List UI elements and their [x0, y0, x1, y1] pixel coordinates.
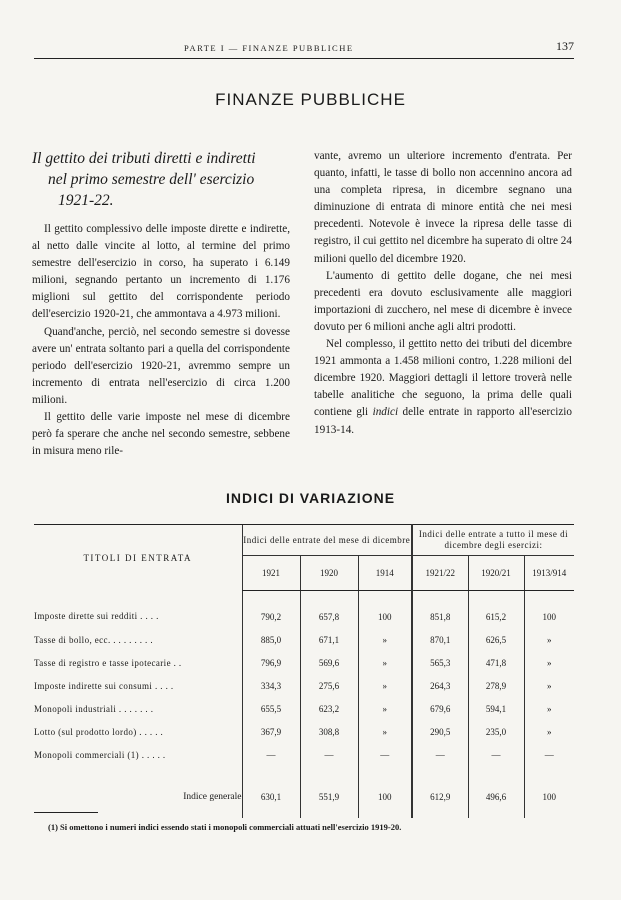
cell: »	[358, 651, 412, 674]
row-label: Imposte indirette sui consumi . . . .	[34, 680, 174, 691]
italic-word: indici	[372, 406, 399, 419]
cell: —	[412, 743, 468, 766]
row-header: TITOLI DI ENTRATA	[34, 525, 242, 591]
cell: 264,3	[412, 674, 468, 697]
table-row	[34, 628, 574, 651]
cell: »	[524, 651, 574, 674]
table-row	[34, 697, 574, 720]
year-header: 1914	[358, 556, 412, 591]
page-number: 137	[556, 39, 574, 53]
cell: 334,3	[242, 674, 300, 697]
article-title-line-1: Il gettito dei tributi diretti e indiretti	[32, 150, 256, 167]
cell: »	[524, 697, 574, 720]
cell: »	[358, 628, 412, 651]
paragraph: Il gettito complessivo delle imposte dirette e indirette, al netto dalle vincite al lotto, al termine del primo semestre dell'esercizio in corso, ha superato i 6.149 milioni, segnando pertanto un incremento di 1.176 miglioni sul gettito del corrispondente periodo dell'esercizio 1920-21, che ammontava a 4.973 milioni.	[32, 223, 290, 321]
cell: —	[358, 743, 412, 766]
cell: »	[524, 674, 574, 697]
group-header-cumulative: Indici delle entrate a tutto il mese di dicembre degli esercizi:	[412, 525, 574, 556]
index-table	[34, 524, 574, 818]
cell: 657,8	[300, 591, 358, 629]
paragraph: Quand'anche, perciò, nel secondo semestre si dovesse avere un' entrata soltanto pari a quella del corrispondente periodo dell'esercizio 1920-21, avremmo sempre un incremento di entrata nell'esercizio di circa 1.200 milioni.	[32, 325, 290, 406]
cell: 679,6	[412, 697, 468, 720]
table-row	[34, 651, 574, 674]
section-title: FINANZE PUBBLICHE	[215, 90, 406, 109]
cell: 278,9	[468, 674, 524, 697]
table-row	[34, 743, 574, 766]
year-header: 1920	[300, 556, 358, 591]
year-header: 1920/21	[468, 556, 524, 591]
cell: 290,5	[412, 720, 468, 743]
cell: 275,6	[300, 674, 358, 697]
cell: 100	[358, 591, 412, 629]
cell: 100	[524, 591, 574, 629]
article-title-line-2: nel primo semestre dell' esercizio	[48, 171, 255, 188]
cell: —	[242, 743, 300, 766]
table-row	[34, 591, 574, 629]
cell: 870,1	[412, 628, 468, 651]
footnote: (1) Si omettono i numeri indici essendo stati i monopoli commerciali attuati nell'esercizio 1919-20.	[48, 822, 402, 832]
group-header-month: Indici delle entrate del mese di dicembre	[242, 525, 412, 556]
cell: 594,1	[468, 697, 524, 720]
cell: 796,9	[242, 651, 300, 674]
running-header	[34, 30, 574, 59]
row-label: Imposte dirette sui redditi . . . .	[34, 611, 159, 622]
cell: 623,2	[300, 697, 358, 720]
footnote-rule	[34, 812, 98, 813]
cell: »	[358, 697, 412, 720]
cell: 569,6	[300, 651, 358, 674]
cell: 551,9	[300, 766, 358, 818]
row-label: Lotto (sul prodotto lordo) . . . . .	[34, 726, 164, 737]
cell: 565,3	[412, 651, 468, 674]
cell: —	[468, 743, 524, 766]
table-title: INDICI DI VARIAZIONE	[225, 490, 396, 506]
cell: 630,1	[242, 766, 300, 818]
cell: »	[524, 720, 574, 743]
right-column	[314, 148, 572, 439]
cell: 235,0	[468, 720, 524, 743]
total-label: Indice generale	[183, 792, 242, 802]
cell: »	[524, 628, 574, 651]
cell: 367,9	[242, 720, 300, 743]
paragraph	[314, 336, 572, 439]
year-header: 1921	[242, 556, 300, 591]
paragraph-text: Nel complesso, il gettito netto dei tributi del dicembre 1921 ammonta a 1.458 milioni contro, 1.228 milioni del dicembre 1920. Maggiori dettagli il lettore troverà nelle tabelle analitiche che seguono, la prima delle quali contiene gli	[314, 338, 572, 419]
cell: 615,2	[468, 591, 524, 629]
cell: 885,0	[242, 628, 300, 651]
table-row	[34, 720, 574, 743]
article-title-line-3: 1921-22.	[58, 192, 114, 209]
paragraph: vante, avremo un ulteriore incremento d'entrata. Per quanto, infatti, le tasse di bollo non accennino ancora ad una completa ripresa, in dicembre segnano una diminuzione di entrata di minore entità che nei mesi precedenti. Notevole è invece la ripresa delle tasse di registro, il cui gettito nel dicembre ha superato di oltre 24 milioni quello del dicembre 1920.	[314, 150, 572, 265]
cell: —	[524, 743, 574, 766]
year-header: 1913/914	[524, 556, 574, 591]
cell: 671,1	[300, 628, 358, 651]
cell: 100	[524, 766, 574, 818]
row-label: Tasse di registro e tasse ipotecarie . .	[34, 657, 182, 668]
year-header: 1921/22	[412, 556, 468, 591]
row-label: Monopoli industriali . . . . . . .	[34, 703, 154, 714]
row-label: Tasse di bollo, ecc. . . . . . . . .	[34, 634, 153, 645]
cell: 100	[358, 766, 412, 818]
cell: »	[358, 674, 412, 697]
total-row	[34, 766, 574, 818]
paragraph-tail: delle entrate in rapporto all'esercizio 1913-14.	[314, 406, 572, 436]
paragraph: Il gettito delle varie imposte nel mese di dicembre però fa sperare che anche nel secondo semestre, sebbene in misura meno rile-	[32, 411, 290, 458]
article-title	[32, 148, 290, 211]
running-title: PARTE I — FINANZE PUBBLICHE	[184, 43, 354, 53]
cell: 612,9	[412, 766, 468, 818]
cell: 471,8	[468, 651, 524, 674]
cell: —	[300, 743, 358, 766]
cell: 851,8	[412, 591, 468, 629]
paragraph: L'aumento di gettito delle dogane, che nei mesi precedenti era dovuto esclusivamente alle maggiori importazioni di zucchero, nel mese di dicembre è invece dovuto per 6 milioni anche agli altri prodotti.	[314, 269, 572, 333]
cell: 790,2	[242, 591, 300, 629]
cell: 626,5	[468, 628, 524, 651]
cell: 655,5	[242, 697, 300, 720]
cell: »	[358, 720, 412, 743]
table-row	[34, 674, 574, 697]
left-column	[32, 148, 290, 460]
row-label: Monopoli commerciali (1) . . . . .	[34, 749, 166, 760]
cell: 496,6	[468, 766, 524, 818]
cell: 308,8	[300, 720, 358, 743]
